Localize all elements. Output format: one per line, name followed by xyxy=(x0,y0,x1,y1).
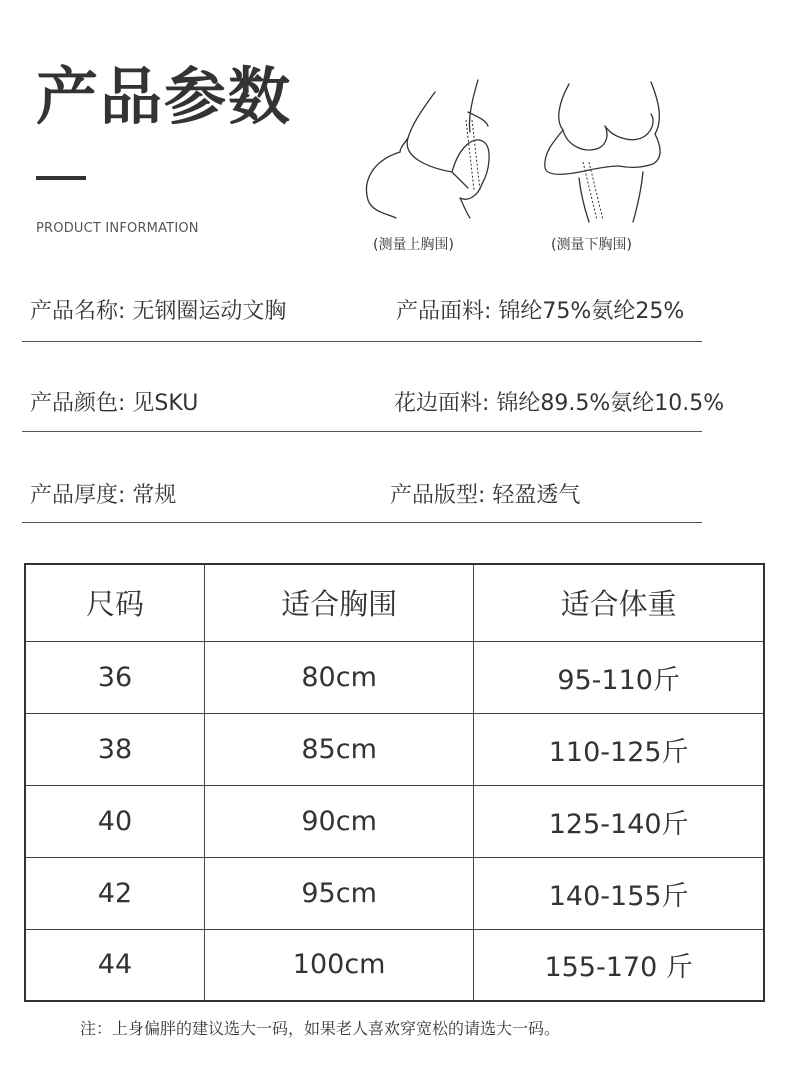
spec-value: 无钢圈运动文胸 xyxy=(132,299,287,324)
divider xyxy=(22,431,702,432)
title-underline xyxy=(36,176,86,180)
table-row xyxy=(25,857,764,929)
cell-weight: 155-170 斤 xyxy=(474,929,764,1001)
size-table xyxy=(24,563,765,1002)
cell-weight: 110-125斤 xyxy=(474,713,764,785)
divider xyxy=(22,522,702,523)
cell-size: 40 xyxy=(25,785,204,857)
spec-value: 常规 xyxy=(132,483,177,508)
table-row xyxy=(25,713,764,785)
spec-label: 花边面料: xyxy=(394,391,490,416)
upper-bust-measure-illustration xyxy=(360,72,510,227)
table-row xyxy=(25,785,764,857)
spec-lace-fabric xyxy=(394,386,724,417)
spec-fabric xyxy=(396,294,684,325)
cell-weight: 95-110斤 xyxy=(474,641,764,713)
table-header-row xyxy=(25,564,764,641)
cell-size: 42 xyxy=(25,857,204,929)
divider xyxy=(22,341,702,342)
table-row xyxy=(25,641,764,713)
spec-label: 产品厚度: xyxy=(30,483,126,508)
page-title: 产品参数 xyxy=(36,60,293,133)
cell-bust: 95cm xyxy=(204,857,473,929)
spec-thickness xyxy=(30,478,176,509)
spec-value: 见SKU xyxy=(132,391,199,416)
spec-label: 产品版型: xyxy=(390,483,486,508)
spec-value: 轻盈透气 xyxy=(492,483,581,508)
cell-bust: 80cm xyxy=(204,641,473,713)
spec-color xyxy=(30,386,198,417)
cell-size: 38 xyxy=(25,713,204,785)
figure-caption-upper: (测量上胸围) xyxy=(373,237,454,253)
page-subtitle: PRODUCT INFORMATION xyxy=(36,221,199,236)
table-row xyxy=(25,929,764,1001)
cell-bust: 100cm xyxy=(204,929,473,1001)
spec-label: 产品名称: xyxy=(30,299,126,324)
spec-label: 产品颜色: xyxy=(30,391,126,416)
spec-value: 锦纶89.5%氨纶10.5% xyxy=(496,391,725,416)
cell-size: 44 xyxy=(25,929,204,1001)
header-size: 尺码 xyxy=(25,564,204,641)
header-weight: 适合体重 xyxy=(474,564,764,641)
spec-label: 产品面料: xyxy=(396,299,492,324)
figure-caption-under: (测量下胸围) xyxy=(551,237,632,253)
header-bust: 适合胸围 xyxy=(204,564,473,641)
spec-product-name xyxy=(30,294,286,325)
cell-weight: 125-140斤 xyxy=(474,785,764,857)
spec-fit xyxy=(390,478,580,509)
cell-bust: 85cm xyxy=(204,713,473,785)
cell-bust: 90cm xyxy=(204,785,473,857)
spec-value: 锦纶75%氨纶25% xyxy=(498,299,685,324)
under-bust-measure-illustration xyxy=(533,72,683,227)
cell-size: 36 xyxy=(25,641,204,713)
footnote: 注：上身偏胖的建议选大一码，如果老人喜欢穿宽松的请选大一码。 xyxy=(80,1019,561,1038)
cell-weight: 140-155斤 xyxy=(474,857,764,929)
